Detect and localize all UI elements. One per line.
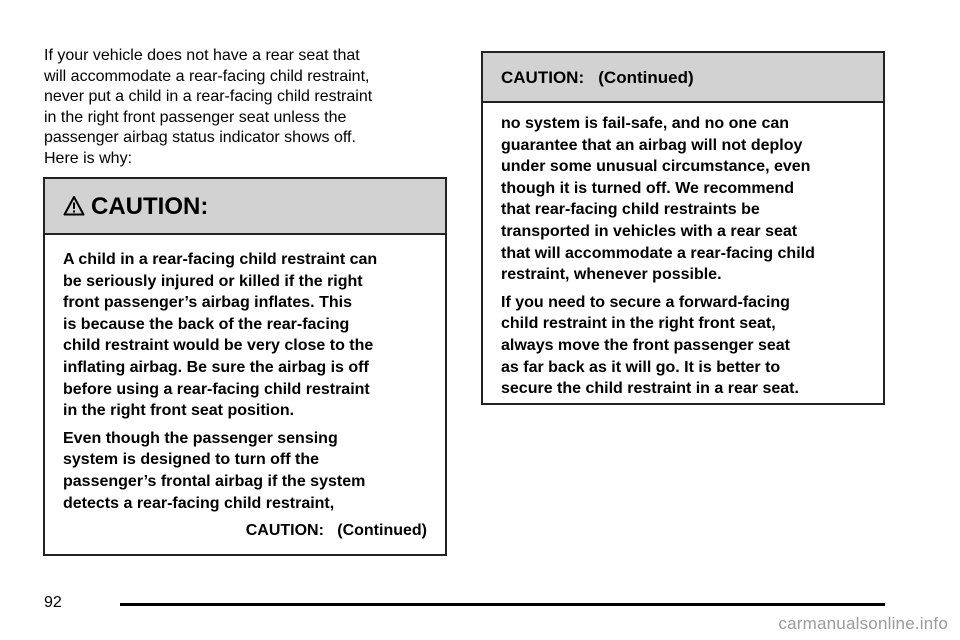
caution-line: be seriously injured or killed if the right <box>63 272 363 290</box>
footer-divider <box>120 603 885 606</box>
caution-line: no system is fail-safe, and no one can <box>501 115 790 132</box>
caution-line: under some unusual circumstance, even <box>501 158 811 176</box>
caution-line: Even though the passenger sensing <box>63 429 338 447</box>
caution-paragraph <box>63 249 427 422</box>
caution-line: detects a rear-facing child restraint, <box>63 494 335 512</box>
caution-header <box>45 179 445 235</box>
caution-continued-title: CAUTION: (Continued) <box>501 68 694 87</box>
intro-line: never put a child in a rear-facing child restraint <box>44 88 373 105</box>
caution-line: secure the child restraint in a rear seat. <box>501 380 799 398</box>
caution-paragraph <box>501 292 865 400</box>
caution-body <box>45 235 445 542</box>
caution-line: A child in a rear-facing child restraint can <box>63 251 378 268</box>
caution-paragraph <box>501 113 865 286</box>
caution-paragraph <box>63 428 427 514</box>
intro-line: If your vehicle does not have a rear seat that <box>44 47 360 64</box>
caution-line: though it is turned off. We recommend <box>501 179 795 197</box>
intro-line: in the right front passenger seat unless the <box>44 108 347 126</box>
caution-line: guarantee that an airbag will not deploy <box>501 136 803 154</box>
caution-line: in the right front seat position. <box>63 402 295 420</box>
caution-line: front passenger’s airbag inflates. This <box>63 294 352 312</box>
intro-line: will accommodate a rear-facing child restraint, <box>44 67 370 85</box>
caution-line: always move the front passenger seat <box>501 336 790 354</box>
caution-title: CAUTION: <box>91 193 209 220</box>
caution-line: passenger’s frontal airbag if the system <box>63 472 366 490</box>
caution-line: that rear-facing child restraints be <box>501 201 760 219</box>
intro-paragraph <box>44 46 444 169</box>
caution-line: system is designed to turn off the <box>63 451 320 469</box>
caution-header <box>483 53 883 103</box>
caution-body <box>483 103 883 400</box>
intro-line: passenger airbag status indicator shows off. <box>44 129 356 146</box>
caution-box-right <box>481 51 885 405</box>
caution-line: child restraint would be very close to the <box>63 337 374 355</box>
caution-line: inflating airbag. Be sure the airbag is off <box>63 358 369 376</box>
page-number: 92 <box>44 594 62 611</box>
warning-triangle-icon <box>63 195 85 224</box>
caution-line: is because the back of the rear-facing <box>63 315 350 333</box>
caution-line: If you need to secure a forward-facing <box>501 293 790 311</box>
watermark-text: carmanualsonline.info <box>778 614 948 633</box>
caution-line: restraint, whenever possible. <box>501 266 722 284</box>
caution-line: transported in vehicles with a rear seat <box>501 222 798 240</box>
caution-line: as far back as it will go. It is better to <box>501 358 781 376</box>
caution-box-left <box>43 177 447 556</box>
caution-line: child restraint in the right front seat, <box>501 315 776 333</box>
caution-line: before using a rear-facing child restraint <box>63 380 370 398</box>
caution-continued-label: CAUTION: (Continued) <box>245 522 427 540</box>
intro-line: Here is why: <box>44 149 133 167</box>
caution-line: that will accommodate a rear-facing child <box>501 244 815 262</box>
